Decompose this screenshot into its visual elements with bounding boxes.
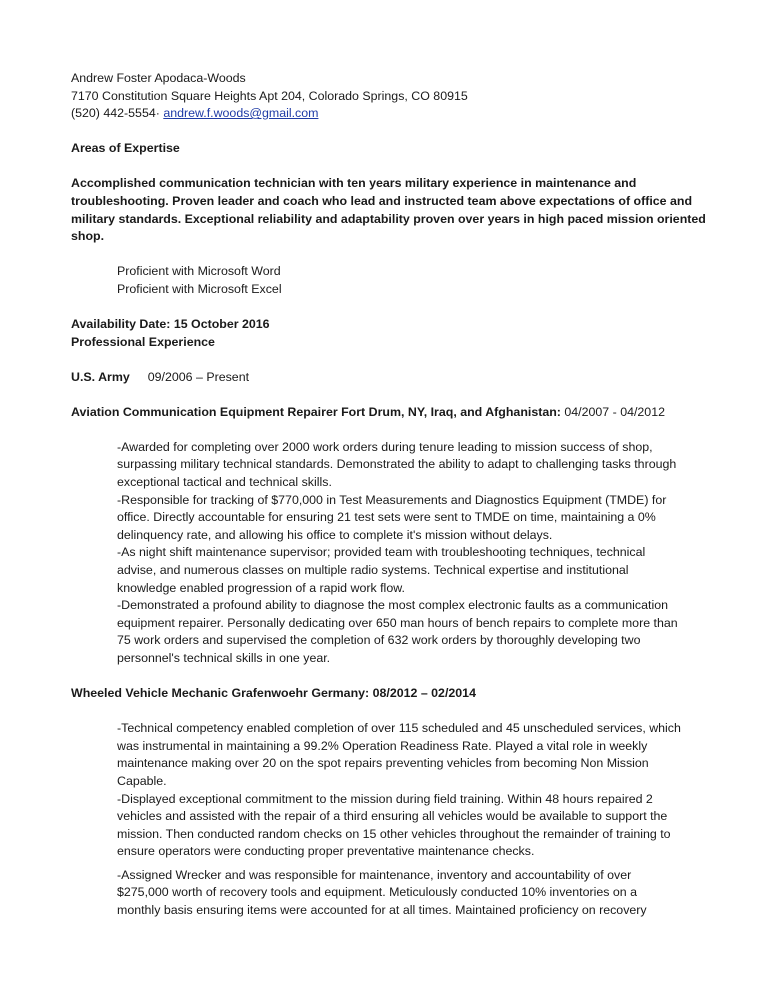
duty-line: -Technical competency enabled completion of over 115 scheduled and 45 unscheduled services, which (117, 721, 681, 736)
duty-line: was instrumental in maintaining a 99.2% Operation Readiness Rate. Played a vital role in weekly (117, 738, 648, 753)
experience-heading: Professional Experience (71, 334, 215, 349)
expertise-summary (71, 175, 711, 245)
summary-line: shop. (71, 229, 105, 244)
job1-duties (71, 439, 707, 668)
duty-line: $275,000 worth of recovery tools and equipment. Meticulously conducted 10% inventories on a (117, 885, 638, 900)
duty-line: delinquency rate, and allowing his office to complete it's mission without delays. (117, 527, 553, 542)
job2-duties (71, 720, 707, 920)
duty-line: -Displayed exceptional commitment to the mission during field training. Within 48 hours repaired 2 (117, 791, 653, 806)
duty-line: 75 work orders and supervised the completion of 632 work orders by thoroughly developing two (117, 633, 641, 648)
applicant-address: 7170 Constitution Square Heights Apt 204, Colorado Springs, CO 80915 (71, 88, 468, 103)
duty-line: surpassing military technical standards. Demonstrated the ability to adapt to challenging tasks through (117, 457, 677, 472)
duty-line: office. Directly accountable for ensuring 21 test sets were sent to TMDE on time, maintaining a 0% (117, 510, 656, 525)
duty-line: equipment repairer. Personally dedicating over 650 man hours of bench repairs to complete more than (117, 615, 678, 630)
duty-line: maintenance making over 20 on the spot repairs preventing vehicles from becoming Non Mission (117, 756, 649, 771)
job1-title: Aviation Communication Equipment Repairer Fort Drum, NY, Iraq, and Afghanistan: (71, 404, 561, 419)
job2-title: Wheeled Vehicle Mechanic Grafenwoehr Germany: 08/2012 – 02/2014 (71, 686, 476, 701)
duty-line: -As night shift maintenance supervisor; provided team with troubleshooting techniques, technical (117, 545, 646, 560)
employer-dates: 09/2006 – Present (147, 369, 250, 384)
email-link[interactable]: andrew.f.woods@gmail.com (163, 106, 319, 121)
duty-line: personnel's technical skills in one year. (117, 650, 331, 665)
expertise-heading: Areas of Expertise (71, 141, 180, 156)
duty-line: ensure operators were conducting proper preventative maintenance checks. (117, 844, 535, 859)
duty-line: -Awarded for completing over 2000 work orders during tenure leading to mission success of shop, (117, 439, 653, 454)
skills-list (71, 263, 711, 298)
duty-line: advise, and numerous classes on multiple radio systems. Technical expertise and institutional (117, 562, 629, 577)
duty-line: monthly basis ensuring items were accounted for at all times. Maintained proficiency on recovery (117, 903, 647, 918)
skill-item: Proficient with Microsoft Word (117, 264, 281, 279)
employer-name: U.S. Army (71, 369, 130, 384)
summary-line: Accomplished communication technician with ten years military experience in maintenance and (71, 176, 637, 191)
duty-line: -Demonstrated a profound ability to diagnose the most complex electronic faults as a communication (117, 598, 668, 613)
employer-line (71, 369, 711, 387)
duty-line: -Responsible for tracking of $770,000 in Test Measurements and Diagnostics Equipment (TMDE) for (117, 492, 667, 507)
summary-line: military standards. Exceptional reliability and adaptability proven over years in high paced mission oriented (71, 211, 706, 226)
duty-line: Capable. (117, 773, 167, 788)
duty-line: mission. Then conducted random checks on 15 other vehicles throughout the remainder of training to (117, 826, 671, 841)
job1-dates: 04/2007 - 04/2012 (564, 404, 665, 419)
contact-line (71, 105, 711, 123)
applicant-phone: (520) 442-5554· (71, 106, 160, 121)
duty-line: vehicles and assisted with the repair of a third ensuring all vehicles would be available to support the (117, 809, 668, 824)
resume-page (71, 70, 711, 920)
summary-line: troubleshooting. Proven leader and coach who lead and instructed team above expectations of office and (71, 193, 693, 208)
skill-item: Proficient with Microsoft Excel (117, 281, 282, 296)
applicant-name: Andrew Foster Apodaca-Woods (71, 71, 246, 85)
availability-date: Availability Date: 15 October 2016 (71, 316, 270, 331)
duty-line: knowledge enabled progression of a rapid work flow. (117, 580, 405, 595)
job1-title-line (71, 404, 711, 422)
duty-line: -Assigned Wrecker and was responsible for maintenance, inventory and accountability of over (117, 867, 632, 882)
duty-line: exceptional tactical and technical skills. (117, 475, 332, 489)
